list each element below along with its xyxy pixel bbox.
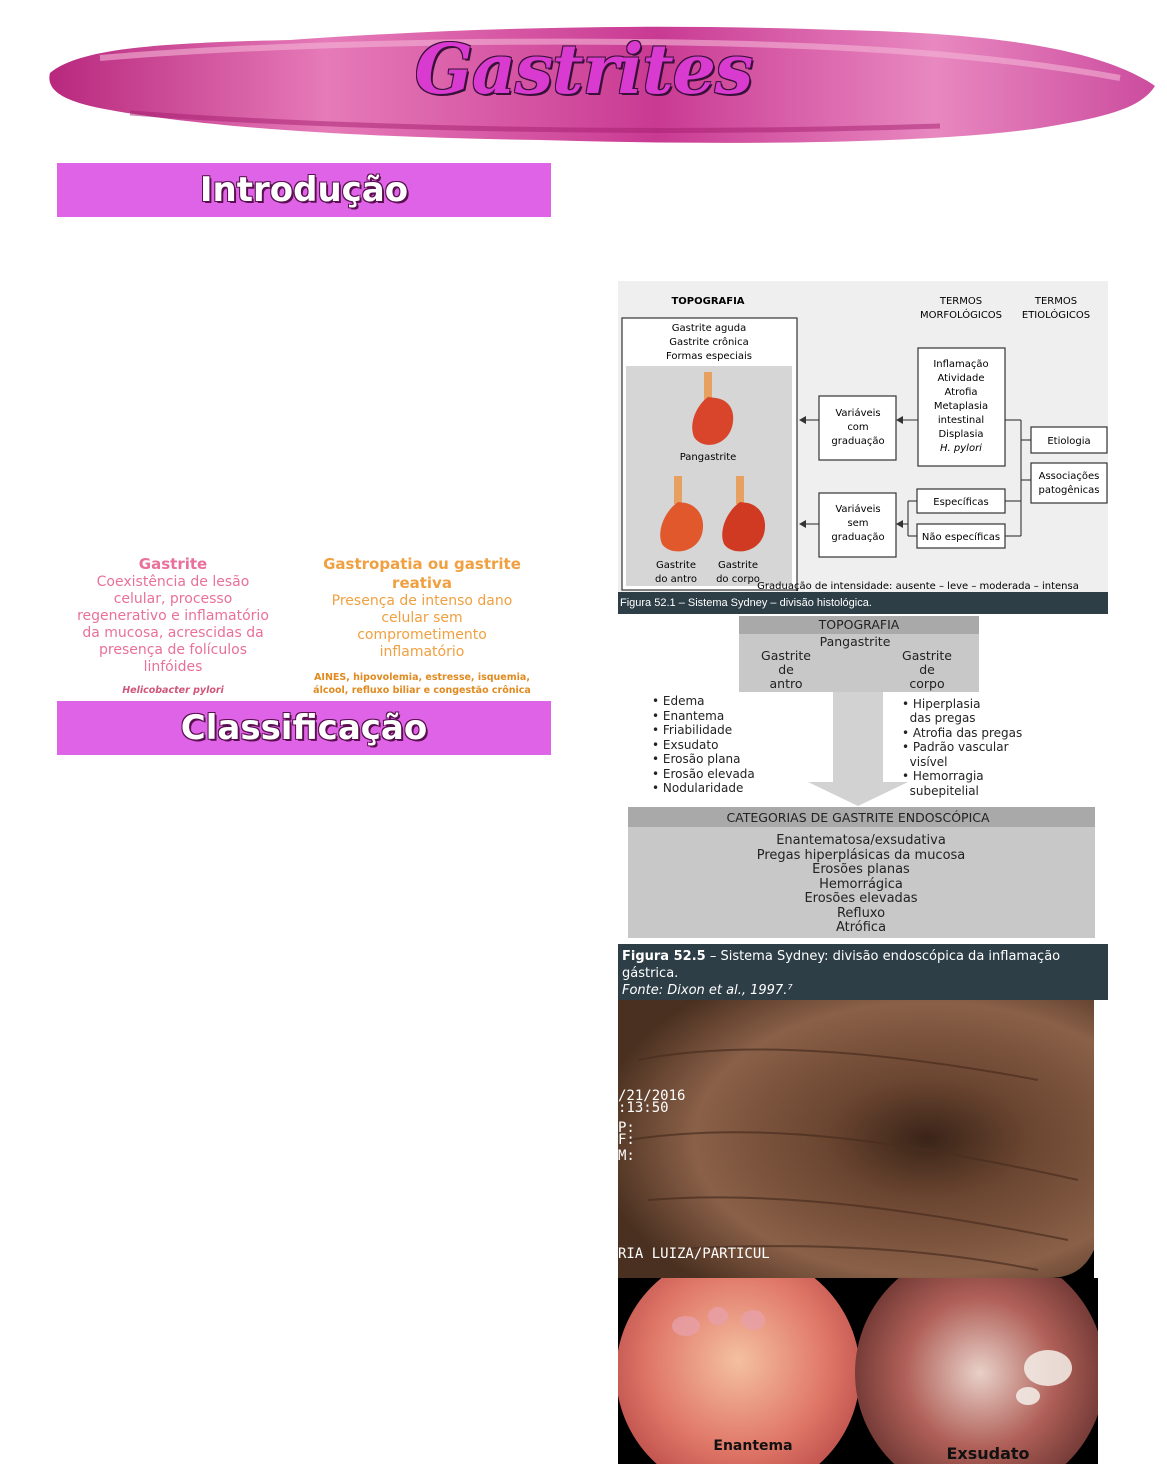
caption-text: – Sistema Sydney: divisão endoscópica da inflamação gástrica.: [622, 949, 1061, 981]
morph-term: Atrofia: [944, 387, 978, 398]
corpo-label: do corpo: [716, 574, 760, 585]
gastrite-vs-gastropatia-comparison: [57, 550, 551, 700]
morph-term: Atividade: [937, 373, 985, 384]
left-list-item: • Exsudato: [652, 738, 719, 752]
category-item: Pregas hiperplásicas da mucosa: [756, 848, 966, 863]
page-title: Gastrites: [414, 30, 753, 110]
left-list-item: • Nodularidade: [652, 781, 744, 795]
graduacao-label: Graduação de intensidade: ausente – leve – moderada – intensa: [757, 581, 1079, 592]
gastropatia-column: [293, 555, 551, 697]
right-list-item: • Hiperplasia: [902, 697, 981, 711]
photo-overlay-text: /21/2016: [618, 1088, 686, 1104]
header-etiologicos: TERMOS: [1034, 296, 1078, 307]
right-list-item: • Atrofia das pregas: [902, 726, 1023, 740]
morph-term: Displasia: [938, 429, 984, 440]
category-item: Erosões planas: [812, 862, 910, 877]
gastrite-line: presença de folículos: [99, 642, 247, 658]
right-list-item: visível: [902, 755, 948, 769]
section-title: Classificação: [180, 708, 428, 748]
category-item: Atrófica: [835, 920, 887, 935]
header-morfologicos: MORFOLÓGICOS: [919, 310, 1003, 321]
gastrite-note: Helicobacter pylori: [122, 685, 224, 696]
gastropatia-line: comprometimento: [357, 627, 487, 643]
var-sem-label: Variáveis: [835, 504, 881, 515]
caption-figure-number: Figura 52.5: [622, 949, 706, 964]
category-item: Enantematosa/exsudativa: [776, 833, 946, 848]
right-list-item: subepitelial: [902, 784, 979, 798]
corpo-label: Gastrite: [718, 560, 758, 571]
var-com-label: graduação: [831, 436, 885, 447]
category-item: Hemorrágica: [819, 877, 903, 892]
morph-term: Metaplasia: [933, 401, 989, 412]
nao-especificas-label: Não específicas: [921, 532, 1001, 543]
header-etiologicos: ETIOLÓGICOS: [1021, 310, 1091, 321]
associacoes-label: patogênicas: [1038, 485, 1100, 496]
gastrite-line: linfóides: [143, 659, 203, 675]
figure-52-1-caption: Figura 52.1 – Sistema Sydney – divisão histológica.: [618, 592, 1108, 614]
sydney-histologic-diagram: [618, 281, 1108, 614]
section-header-classificacao: [57, 701, 551, 755]
category-item: Refluxo: [836, 906, 886, 921]
gastrite-column: [57, 555, 289, 697]
morph-term: intestinal: [937, 415, 985, 426]
figure-52-5-caption: [618, 944, 1108, 1000]
photo-overlay-text: P:: [618, 1120, 635, 1136]
left-list-item: • Friabilidade: [652, 723, 733, 737]
associacoes-label: Associações: [1038, 471, 1100, 482]
enantema-exsudato-photos: [618, 1278, 1098, 1464]
antro-label: antro: [769, 676, 803, 691]
header-morfologicos: TERMOS: [939, 296, 983, 307]
corpo-label: corpo: [909, 676, 945, 691]
topografia-title: TOPOGRAFIA: [818, 617, 900, 632]
topografia-item: Gastrite aguda: [671, 323, 747, 334]
right-list-item: • Padrão vascular: [902, 740, 1009, 754]
var-com-label: Variáveis: [835, 408, 881, 419]
gastropatia-line: Presença de intenso dano: [331, 593, 513, 609]
photo-overlay-text: :13:50: [618, 1100, 669, 1116]
antro-label: Gastrite: [656, 560, 696, 571]
var-sem-label: graduação: [831, 532, 885, 543]
antro-label: de: [778, 662, 794, 677]
topografia-item: Gastrite crônica: [669, 337, 749, 348]
corpo-label: Gastrite: [902, 648, 952, 663]
gastropatia-line: celular sem: [381, 610, 463, 626]
var-com-label: com: [847, 422, 869, 433]
caption-source: Fonte: Dixon et al., 1997.⁷: [622, 983, 793, 998]
gastrite-line: da mucosa, acrescidas da: [82, 625, 264, 641]
right-list-item: • Hemorragia: [902, 769, 984, 783]
left-list-item: • Edema: [652, 694, 705, 708]
enantema-label: Enantema: [713, 1438, 793, 1454]
gastropatia-title: Gastropatia ou gastrite: [323, 555, 521, 573]
gastrite-title: Gastrite: [138, 555, 208, 573]
pangastrite-label: Pangastrite: [679, 452, 737, 463]
endoscopy-photo: [618, 1000, 1094, 1278]
topografia-item: Formas especiais: [666, 351, 752, 362]
right-list-item: das pregas: [902, 711, 976, 725]
left-list-item: • Erosão plana: [652, 752, 741, 766]
gastrite-line: celular, processo: [113, 591, 233, 607]
gastropatia-line: inflamatório: [379, 644, 465, 660]
etiologia-label: Etiologia: [1047, 436, 1091, 447]
photo-overlay-text: M:: [618, 1148, 635, 1164]
morph-term: Inflamação: [933, 359, 989, 370]
gastrite-line: regenerativo e inflamatório: [77, 608, 269, 624]
categories-title: CATEGORIAS DE GASTRITE ENDOSCÓPICA: [726, 810, 990, 825]
section-header-introducao: [57, 163, 551, 217]
photo-footer-text: RIA LUIZA/PARTICUL: [618, 1246, 770, 1262]
gastropatia-title: reativa: [392, 574, 452, 592]
section-title: Introdução: [199, 170, 409, 210]
exsudato-label: Exsudato: [946, 1444, 1030, 1463]
gastropatia-note: álcool, refluxo biliar e congestão crônica: [313, 685, 531, 696]
gastrite-line: Coexistência de lesão: [96, 574, 250, 590]
sydney-endoscopic-diagram: [618, 614, 1108, 944]
header-topografia: TOPOGRAFIA: [671, 296, 745, 307]
corpo-label: de: [919, 662, 935, 677]
morph-term: H. pylori: [940, 443, 982, 454]
antro-label: do antro: [654, 574, 698, 585]
category-item: Erosões elevadas: [804, 891, 918, 906]
gastropatia-note: AINES, hipovolemia, estresse, isquemia,: [314, 672, 530, 683]
antro-label: Gastrite: [761, 648, 811, 663]
pangastrite-label: Pangastrite: [819, 634, 891, 649]
left-list-item: • Erosão elevada: [652, 767, 755, 781]
var-sem-label: sem: [847, 518, 869, 529]
photo-overlay-text: F:: [618, 1132, 635, 1148]
especificas-label: Específicas: [933, 497, 989, 508]
left-list-item: • Enantema: [652, 709, 725, 723]
